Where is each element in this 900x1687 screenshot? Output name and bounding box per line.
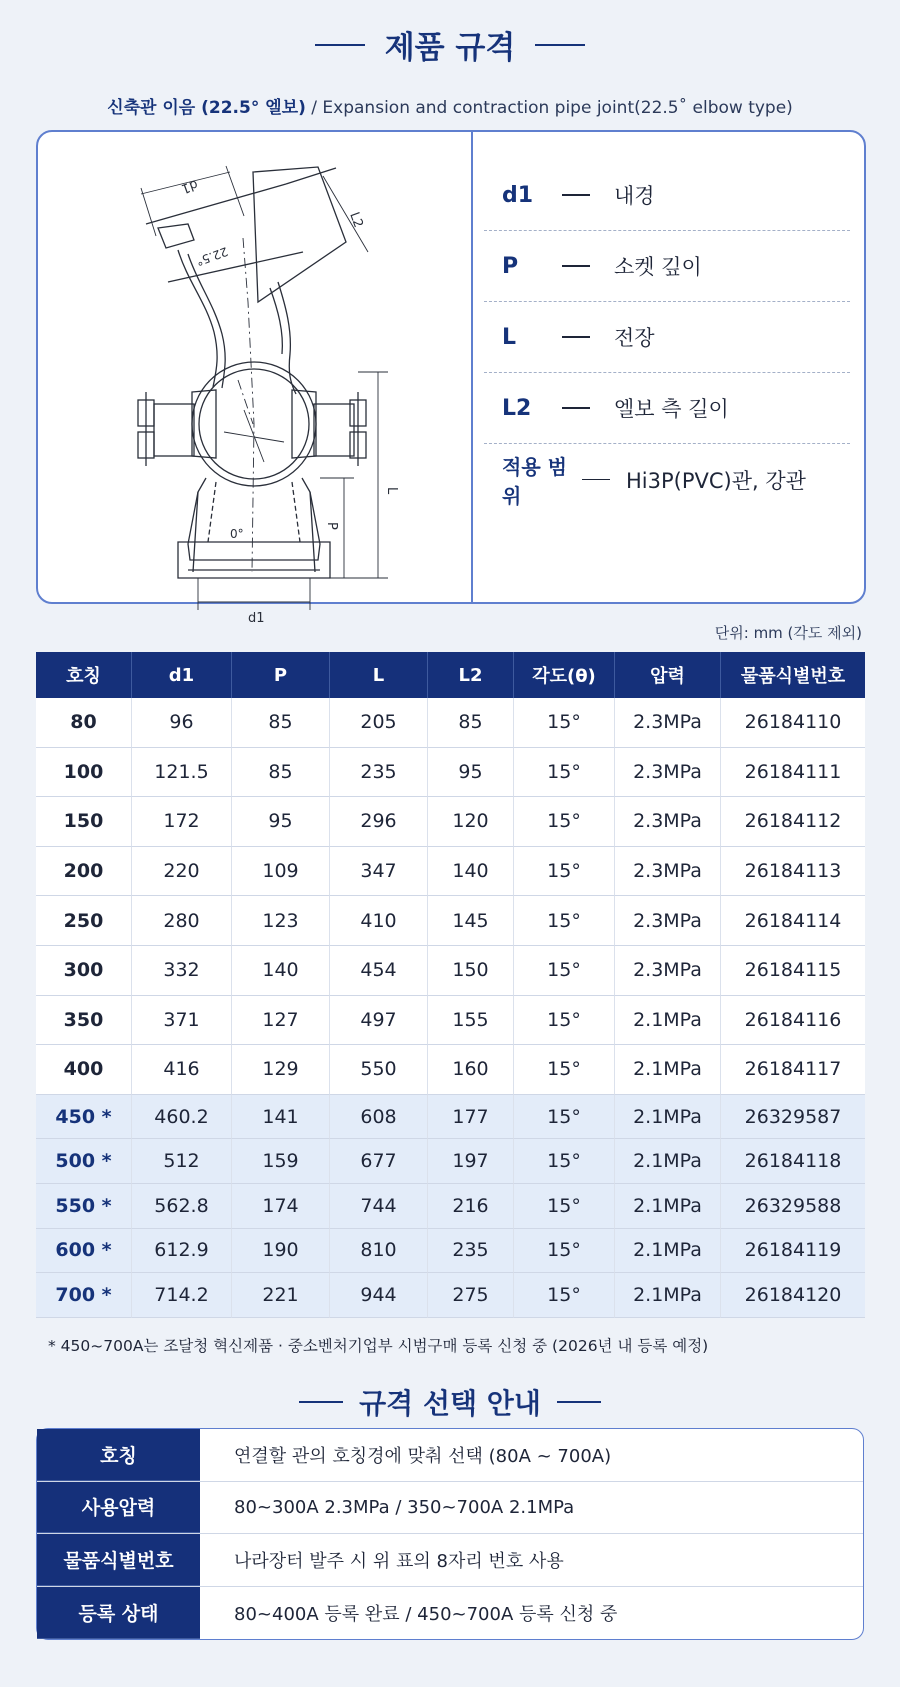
table-cell: 26184110 <box>721 698 865 748</box>
table-cell: 235 <box>428 1229 514 1274</box>
table-cell-nominal: 700 * <box>36 1273 132 1318</box>
table-cell: 26329587 <box>721 1095 865 1140</box>
legend-dash <box>562 336 590 338</box>
table-cell: 26184116 <box>721 996 865 1046</box>
page-title <box>315 22 586 67</box>
diagram-label-angle-bottom: 0° <box>230 527 244 541</box>
table-cell: 26329588 <box>721 1184 865 1229</box>
table-cell: 26184111 <box>721 748 865 798</box>
subtitle-korean: 신축관 이음 (22.5° 엘보) <box>107 98 306 118</box>
guide-value: 나라장터 발주 시 위 표의 8자리 번호 사용 <box>234 1550 564 1572</box>
table-cell: 26184115 <box>721 946 865 996</box>
table-cell: 2.1MPa <box>615 1229 721 1274</box>
table-cell: 15° <box>514 797 615 847</box>
guide-row-pressure <box>37 1482 863 1535</box>
table-cell: 140 <box>428 847 514 897</box>
table-cell-nominal: 100 <box>36 748 132 798</box>
table-row <box>36 748 865 798</box>
table-cell: 174 <box>232 1184 330 1229</box>
table-cell: 347 <box>330 847 428 897</box>
spec-table-body <box>36 698 865 1318</box>
table-cell: 155 <box>428 996 514 1046</box>
table-cell: 127 <box>232 996 330 1046</box>
table-cell-nominal: 300 <box>36 946 132 996</box>
legend-dash <box>562 265 590 267</box>
spec-panel <box>36 130 866 626</box>
table-cell: 280 <box>132 896 232 946</box>
product-subtitle <box>0 93 900 118</box>
table-row <box>36 1045 865 1095</box>
table-cell: 562.8 <box>132 1184 232 1229</box>
table-cell: 944 <box>330 1273 428 1318</box>
table-cell: 2.1MPa <box>615 1273 721 1318</box>
table-cell: 512 <box>132 1139 232 1184</box>
table-cell: 121.5 <box>132 748 232 798</box>
table-cell-nominal: 150 <box>36 797 132 847</box>
table-cell-nominal: 500 * <box>36 1139 132 1184</box>
spec-table <box>36 652 865 1318</box>
diagram-label-l: L <box>384 487 399 495</box>
guide-value: 연결할 관의 호칭경에 맞춰 선택 (80A ~ 700A) <box>234 1445 612 1467</box>
table-cell: 296 <box>330 797 428 847</box>
legend-row-d1 <box>484 160 850 231</box>
table-cell: 371 <box>132 996 232 1046</box>
table-cell: 15° <box>514 1184 615 1229</box>
table-cell: 85 <box>232 698 330 748</box>
legend-value: 전장 <box>614 326 655 350</box>
table-cell: 95 <box>428 748 514 798</box>
legend-key: L <box>502 324 517 350</box>
table-cell: 15° <box>514 1095 615 1140</box>
table-cell: 26184114 <box>721 896 865 946</box>
table-cell: 141 <box>232 1095 330 1140</box>
table-row <box>36 1184 865 1229</box>
legend-dash <box>582 479 610 481</box>
table-cell: 810 <box>330 1229 428 1274</box>
legend-key: P <box>502 253 519 279</box>
table-cell: 15° <box>514 946 615 996</box>
col-header: L <box>330 652 428 698</box>
table-cell: 26184112 <box>721 797 865 847</box>
table-cell: 26184117 <box>721 1045 865 1095</box>
table-cell: 454 <box>330 946 428 996</box>
diagram-label-angle-top: 22.5° <box>194 244 230 269</box>
col-header: P <box>232 652 330 698</box>
table-cell: 197 <box>428 1139 514 1184</box>
guide-title-row <box>0 1382 900 1422</box>
legend-key: L2 <box>502 395 532 421</box>
table-cell: 275 <box>428 1273 514 1318</box>
table-cell: 15° <box>514 1273 615 1318</box>
table-cell: 190 <box>232 1229 330 1274</box>
table-cell: 15° <box>514 996 615 1046</box>
legend-value: 소켓 깊이 <box>614 255 702 279</box>
guide-row-status <box>37 1587 863 1640</box>
table-row <box>36 847 865 897</box>
legend-value: Hi3P(PVC)관, 강관 <box>626 468 806 493</box>
guide-title-text: 규격 선택 안내 <box>359 1387 541 1420</box>
guide-label: 물품식별번호 <box>37 1534 200 1586</box>
table-cell: 95 <box>232 797 330 847</box>
table-cell: 2.1MPa <box>615 1184 721 1229</box>
table-cell: 220 <box>132 847 232 897</box>
selection-guide <box>36 1428 864 1640</box>
table-cell: 497 <box>330 996 428 1046</box>
table-cell: 2.3MPa <box>615 698 721 748</box>
dimension-legend <box>484 160 850 515</box>
table-cell: 15° <box>514 698 615 748</box>
table-row <box>36 1273 865 1318</box>
table-cell: 15° <box>514 1045 615 1095</box>
table-cell: 677 <box>330 1139 428 1184</box>
guide-title <box>299 1382 601 1422</box>
table-row <box>36 1229 865 1274</box>
table-cell: 120 <box>428 797 514 847</box>
table-cell: 2.3MPa <box>615 847 721 897</box>
table-cell: 129 <box>232 1045 330 1095</box>
table-cell: 2.3MPa <box>615 748 721 798</box>
table-row <box>36 896 865 946</box>
table-cell: 123 <box>232 896 330 946</box>
col-header: 압력 <box>615 652 721 698</box>
col-header: L2 <box>428 652 514 698</box>
legend-value: 내경 <box>614 184 655 208</box>
table-cell-nominal: 250 <box>36 896 132 946</box>
table-cell-nominal: 200 <box>36 847 132 897</box>
diagram-label-d1-top: d1 <box>179 176 200 196</box>
table-cell: 26184118 <box>721 1139 865 1184</box>
table-cell: 172 <box>132 797 232 847</box>
title-dash-right <box>535 44 585 46</box>
col-header: 각도(θ) <box>514 652 615 698</box>
table-cell: 85 <box>428 698 514 748</box>
legend-dash <box>562 194 590 196</box>
table-cell: 15° <box>514 1229 615 1274</box>
title-dash-left <box>299 1401 343 1403</box>
legend-dash <box>562 407 590 409</box>
table-row <box>36 946 865 996</box>
table-cell: 26184113 <box>721 847 865 897</box>
table-cell-nominal: 400 <box>36 1045 132 1095</box>
table-cell-nominal: 600 * <box>36 1229 132 1274</box>
table-cell: 15° <box>514 847 615 897</box>
guide-label: 사용압력 <box>37 1482 200 1534</box>
table-cell: 160 <box>428 1045 514 1095</box>
diagram-label-p: P <box>324 522 339 530</box>
table-row <box>36 698 865 748</box>
guide-row-item-id <box>37 1534 863 1587</box>
col-header: 물품식별번호 <box>721 652 865 698</box>
diagram-label-d1-bottom: d1 <box>248 611 265 626</box>
table-cell: 205 <box>330 698 428 748</box>
col-header: d1 <box>132 652 232 698</box>
table-cell: 2.1MPa <box>615 1139 721 1184</box>
legend-value: 엘보 측 길이 <box>614 397 729 421</box>
table-cell: 612.9 <box>132 1229 232 1274</box>
table-cell: 2.1MPa <box>615 1095 721 1140</box>
table-cell-nominal: 350 <box>36 996 132 1046</box>
legend-row-l2 <box>484 373 850 444</box>
subtitle-english: / Expansion and contraction pipe joint(22.5˚ elbow type) <box>305 98 793 118</box>
table-cell-nominal: 550 * <box>36 1184 132 1229</box>
table-cell: 216 <box>428 1184 514 1229</box>
table-header-row <box>36 652 865 698</box>
title-dash-right <box>557 1401 601 1403</box>
guide-row-nominal <box>37 1429 863 1482</box>
table-row <box>36 1095 865 1140</box>
table-cell: 550 <box>330 1045 428 1095</box>
table-cell: 15° <box>514 896 615 946</box>
legend-row-scope <box>484 444 850 515</box>
table-cell: 2.3MPa <box>615 797 721 847</box>
table-row <box>36 996 865 1046</box>
table-cell: 15° <box>514 1139 615 1184</box>
table-cell: 744 <box>330 1184 428 1229</box>
table-cell: 221 <box>232 1273 330 1318</box>
col-header: 호칭 <box>36 652 132 698</box>
table-cell: 85 <box>232 748 330 798</box>
table-cell-nominal: 450 * <box>36 1095 132 1140</box>
panel-divider <box>471 132 473 602</box>
table-row <box>36 1139 865 1184</box>
table-cell: 235 <box>330 748 428 798</box>
footnote: * 450~700A는 조달청 혁신제품 · 중소벤처기업부 시범구매 등록 신청 중 (2026년 내 등록 예정) <box>48 1337 709 1355</box>
table-cell: 177 <box>428 1095 514 1140</box>
table-cell: 608 <box>330 1095 428 1140</box>
legend-key: d1 <box>502 182 534 208</box>
table-cell: 96 <box>132 698 232 748</box>
diagram-label-l2: L2 <box>346 210 366 230</box>
table-cell: 714.2 <box>132 1273 232 1318</box>
guide-label: 등록 상태 <box>37 1587 200 1640</box>
pipe-joint-diagram <box>38 132 471 626</box>
unit-note: 단위: mm (각도 제외) <box>714 624 862 642</box>
table-cell: 2.3MPa <box>615 946 721 996</box>
table-cell-nominal: 80 <box>36 698 132 748</box>
table-cell: 26184119 <box>721 1229 865 1274</box>
legend-key: 적용 범위 <box>502 454 567 508</box>
title-dash-left <box>315 44 365 46</box>
legend-row-p <box>484 231 850 302</box>
table-cell: 332 <box>132 946 232 996</box>
table-cell: 416 <box>132 1045 232 1095</box>
table-cell: 410 <box>330 896 428 946</box>
page-title-text: 제품 규격 <box>384 30 516 66</box>
table-cell: 150 <box>428 946 514 996</box>
legend-row-l <box>484 302 850 373</box>
table-cell: 2.3MPa <box>615 896 721 946</box>
table-cell: 2.1MPa <box>615 996 721 1046</box>
table-cell: 15° <box>514 748 615 798</box>
table-cell: 26184120 <box>721 1273 865 1318</box>
table-cell: 460.2 <box>132 1095 232 1140</box>
table-cell: 2.1MPa <box>615 1045 721 1095</box>
page-title-row <box>0 22 900 67</box>
guide-label: 호칭 <box>37 1429 200 1481</box>
table-cell: 145 <box>428 896 514 946</box>
guide-value: 80~300A 2.3MPa / 350~700A 2.1MPa <box>234 1496 575 1518</box>
guide-value: 80~400A 등록 완료 / 450~700A 등록 신청 중 <box>234 1603 618 1625</box>
table-cell: 140 <box>232 946 330 996</box>
table-cell: 159 <box>232 1139 330 1184</box>
table-row <box>36 797 865 847</box>
table-cell: 109 <box>232 847 330 897</box>
